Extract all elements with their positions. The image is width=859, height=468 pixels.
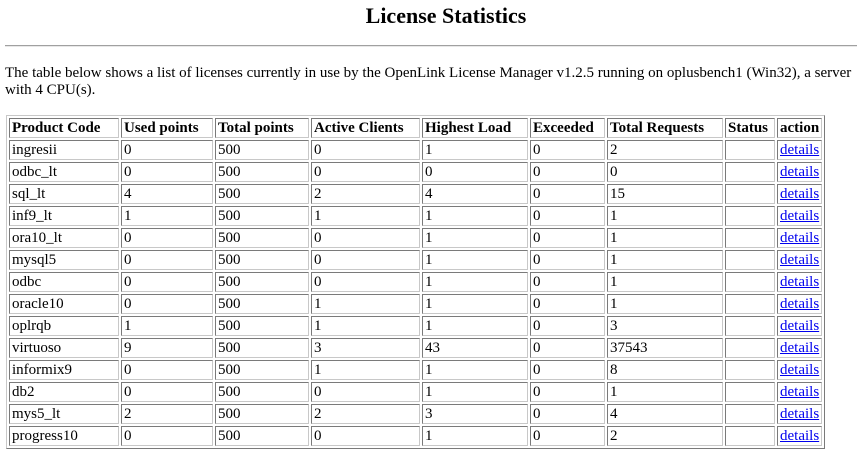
cell-status: [725, 228, 775, 248]
cell-total-requests: 37543: [607, 338, 723, 358]
details-link[interactable]: details: [780, 186, 820, 202]
cell-action: [777, 140, 822, 160]
cell-action: [777, 184, 822, 204]
cell-status: [725, 360, 775, 380]
page-title: License Statistics: [365, 3, 527, 28]
cell-active-clients: 0: [311, 382, 420, 402]
cell-highest-load: 3: [422, 404, 528, 424]
cell-active-clients: 3: [311, 338, 420, 358]
cell-product-code: oplrqb: [9, 316, 119, 336]
cell-exceeded: 0: [530, 426, 605, 446]
cell-action: [777, 206, 822, 226]
cell-total-points: 500: [215, 140, 309, 160]
table-row: [9, 360, 822, 380]
cell-product-code: odbc_lt: [9, 162, 119, 182]
table-row: [9, 228, 822, 248]
cell-exceeded: 0: [530, 338, 605, 358]
cell-total-requests: 1: [607, 272, 723, 292]
cell-product-code: progress10: [9, 426, 119, 446]
table-row: [9, 162, 822, 182]
table-row: [9, 250, 822, 270]
cell-action: [777, 228, 822, 248]
cell-product-code: inf9_lt: [9, 206, 119, 226]
cell-highest-load: 1: [422, 250, 528, 270]
cell-active-clients: 0: [311, 228, 420, 248]
cell-used-points: 9: [121, 338, 213, 358]
title-divider: [5, 45, 857, 47]
cell-product-code: informix9: [9, 360, 119, 380]
cell-highest-load: 4: [422, 184, 528, 204]
cell-highest-load: 1: [422, 272, 528, 292]
cell-used-points: 0: [121, 272, 213, 292]
cell-used-points: 0: [121, 382, 213, 402]
cell-total-points: 500: [215, 294, 309, 314]
cell-highest-load: 1: [422, 294, 528, 314]
cell-total-requests: 1: [607, 382, 723, 402]
cell-used-points: 0: [121, 228, 213, 248]
cell-exceeded: 0: [530, 184, 605, 204]
details-link[interactable]: details: [780, 296, 820, 312]
cell-total-requests: 8: [607, 360, 723, 380]
cell-used-points: 1: [121, 316, 213, 336]
license-table: [6, 115, 825, 449]
cell-exceeded: 0: [530, 294, 605, 314]
cell-total-requests: 4: [607, 404, 723, 424]
table-header-row: [9, 118, 822, 138]
cell-active-clients: 2: [311, 184, 420, 204]
cell-highest-load: 1: [422, 140, 528, 160]
table-body: [9, 140, 822, 446]
cell-used-points: 0: [121, 426, 213, 446]
table-row: [9, 338, 822, 358]
cell-total-points: 500: [215, 316, 309, 336]
cell-total-points: 500: [215, 228, 309, 248]
details-link[interactable]: details: [780, 318, 820, 334]
cell-active-clients: 1: [311, 294, 420, 314]
cell-used-points: 0: [121, 162, 213, 182]
cell-total-requests: 2: [607, 140, 723, 160]
header-exceeded: Exceeded: [530, 118, 605, 138]
cell-exceeded: 0: [530, 404, 605, 424]
cell-exceeded: 0: [530, 206, 605, 226]
cell-active-clients: 0: [311, 162, 420, 182]
cell-used-points: 0: [121, 140, 213, 160]
details-link[interactable]: details: [780, 340, 820, 356]
header-used-points: Used points: [121, 118, 213, 138]
cell-total-requests: 1: [607, 206, 723, 226]
cell-total-points: 500: [215, 250, 309, 270]
table-row: [9, 206, 822, 226]
cell-active-clients: 0: [311, 140, 420, 160]
cell-total-requests: 1: [607, 228, 723, 248]
cell-total-points: 500: [215, 404, 309, 424]
cell-status: [725, 140, 775, 160]
cell-total-points: 500: [215, 206, 309, 226]
header-total-requests: Total Requests: [607, 118, 723, 138]
cell-total-requests: 1: [607, 294, 723, 314]
table-row: [9, 140, 822, 160]
intro-text: The table below shows a list of licenses currently in use by the OpenLink License Manager v1.2.5 running on oplusbench1 (Win32), a server with 4 CPU(s).: [5, 65, 852, 98]
cell-active-clients: 0: [311, 426, 420, 446]
cell-product-code: mys5_lt: [9, 404, 119, 424]
cell-used-points: 0: [121, 250, 213, 270]
header-status: Status: [725, 118, 775, 138]
cell-action: [777, 272, 822, 292]
header-total-points: Total points: [215, 118, 309, 138]
cell-total-points: 500: [215, 272, 309, 292]
cell-action: [777, 338, 822, 358]
table-row: [9, 184, 822, 204]
cell-total-requests: 0: [607, 162, 723, 182]
details-link[interactable]: details: [780, 208, 820, 224]
details-link[interactable]: details: [780, 384, 820, 400]
cell-product-code: odbc: [9, 272, 119, 292]
details-link[interactable]: details: [780, 252, 820, 268]
cell-exceeded: 0: [530, 360, 605, 380]
cell-active-clients: 0: [311, 272, 420, 292]
details-link[interactable]: details: [780, 164, 820, 180]
cell-exceeded: 0: [530, 140, 605, 160]
table-row: [9, 272, 822, 292]
cell-total-requests: 3: [607, 316, 723, 336]
table-row: [9, 404, 822, 424]
cell-status: [725, 184, 775, 204]
cell-status: [725, 206, 775, 226]
cell-action: [777, 426, 822, 446]
cell-total-requests: 2: [607, 426, 723, 446]
cell-total-points: 500: [215, 382, 309, 402]
cell-active-clients: 0: [311, 250, 420, 270]
cell-highest-load: 1: [422, 360, 528, 380]
header-action: action: [777, 118, 822, 138]
details-link[interactable]: details: [780, 362, 820, 378]
cell-highest-load: 1: [422, 382, 528, 402]
cell-used-points: 0: [121, 360, 213, 380]
cell-total-points: 500: [215, 360, 309, 380]
cell-used-points: 1: [121, 206, 213, 226]
header-active-clients: Active Clients: [311, 118, 420, 138]
cell-used-points: 4: [121, 184, 213, 204]
header-product-code: Product Code: [9, 118, 119, 138]
cell-status: [725, 382, 775, 402]
cell-highest-load: 0: [422, 162, 528, 182]
cell-action: [777, 294, 822, 314]
cell-exceeded: 0: [530, 272, 605, 292]
details-link[interactable]: details: [780, 406, 820, 422]
details-link[interactable]: details: [780, 274, 820, 290]
cell-used-points: 2: [121, 404, 213, 424]
cell-product-code: ingresii: [9, 140, 119, 160]
details-link[interactable]: details: [780, 142, 820, 158]
cell-action: [777, 382, 822, 402]
cell-action: [777, 360, 822, 380]
cell-highest-load: 1: [422, 206, 528, 226]
table-row: [9, 426, 822, 446]
cell-used-points: 0: [121, 294, 213, 314]
cell-highest-load: 1: [422, 316, 528, 336]
header-highest-load: Highest Load: [422, 118, 528, 138]
details-link[interactable]: details: [780, 230, 820, 246]
table-row: [9, 316, 822, 336]
cell-highest-load: 43: [422, 338, 528, 358]
cell-exceeded: 0: [530, 250, 605, 270]
cell-status: [725, 316, 775, 336]
cell-total-points: 500: [215, 426, 309, 446]
cell-total-requests: 15: [607, 184, 723, 204]
cell-action: [777, 404, 822, 424]
cell-action: [777, 250, 822, 270]
cell-active-clients: 1: [311, 360, 420, 380]
cell-product-code: ora10_lt: [9, 228, 119, 248]
cell-active-clients: 1: [311, 316, 420, 336]
cell-product-code: oracle10: [9, 294, 119, 314]
cell-highest-load: 1: [422, 426, 528, 446]
table-row: [9, 294, 822, 314]
cell-action: [777, 316, 822, 336]
cell-exceeded: 0: [530, 316, 605, 336]
cell-product-code: virtuoso: [9, 338, 119, 358]
cell-exceeded: 0: [530, 382, 605, 402]
cell-product-code: mysql5: [9, 250, 119, 270]
cell-status: [725, 294, 775, 314]
cell-action: [777, 162, 822, 182]
table-row: [9, 382, 822, 402]
cell-product-code: db2: [9, 382, 119, 402]
cell-active-clients: 1: [311, 206, 420, 226]
cell-exceeded: 0: [530, 162, 605, 182]
cell-status: [725, 338, 775, 358]
details-link[interactable]: details: [780, 428, 820, 444]
cell-status: [725, 272, 775, 292]
cell-exceeded: 0: [530, 228, 605, 248]
cell-total-requests: 1: [607, 250, 723, 270]
cell-total-points: 500: [215, 184, 309, 204]
cell-status: [725, 426, 775, 446]
cell-status: [725, 162, 775, 182]
cell-active-clients: 2: [311, 404, 420, 424]
cell-total-points: 500: [215, 338, 309, 358]
cell-status: [725, 404, 775, 424]
cell-highest-load: 1: [422, 228, 528, 248]
cell-total-points: 500: [215, 162, 309, 182]
cell-product-code: sql_lt: [9, 184, 119, 204]
cell-status: [725, 250, 775, 270]
